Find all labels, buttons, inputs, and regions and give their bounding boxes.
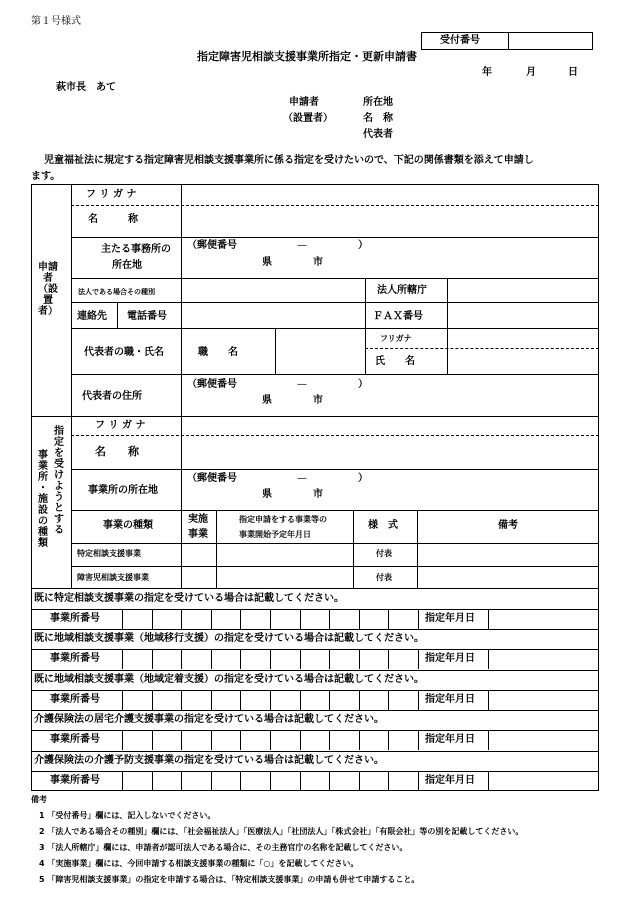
remarks-field-2[interactable] (418, 567, 598, 587)
prior-3-digit-1[interactable] (123, 691, 152, 710)
main-office-label-2: 所在地 (112, 260, 142, 271)
prior-5-date-field[interactable] (489, 772, 598, 791)
prior-3-digit-4[interactable] (212, 691, 241, 710)
prior-4-digit-5[interactable] (241, 731, 270, 750)
prior-5-date-label: 指定年月日 (425, 774, 475, 786)
office-postal-label: （郵便番号 (187, 473, 237, 484)
start-header-2: 事業開始予定年月日 (239, 530, 311, 539)
office-address-label: 事業所の所在地 (88, 485, 158, 496)
applicant-section-label: 申請者（設置者） (38, 262, 58, 317)
prior-5-digit-9[interactable] (360, 772, 389, 791)
prior-1-digit-2[interactable] (153, 610, 182, 629)
date-day: 日 (568, 67, 578, 78)
prior-2-digit-1[interactable] (123, 650, 152, 669)
furigana-field[interactable] (182, 185, 598, 205)
prior-3-digit-2[interactable] (153, 691, 182, 710)
fax-label: ＦＡＸ番号 (373, 311, 423, 322)
remarks-field-1[interactable] (418, 544, 598, 566)
prior-2-office-no-label: 事業所番号 (50, 653, 100, 665)
format-header: 様 式 (368, 520, 398, 531)
facility-name-label: 名 称 (95, 445, 139, 458)
office-pref-label: 県 (262, 489, 272, 500)
prior-2-date-field[interactable] (489, 650, 598, 669)
prior-1-digit-6[interactable] (271, 610, 300, 629)
prior-4-digit-6[interactable] (271, 731, 300, 750)
tel-field[interactable] (182, 303, 365, 327)
rep-postal-label: （郵便番号 (187, 379, 237, 390)
contact-label: 連絡先 (77, 311, 107, 322)
start-date-field-1[interactable] (217, 544, 352, 566)
postal-close: ） (358, 240, 368, 251)
prior-5-digit-3[interactable] (182, 772, 211, 791)
main-office-label: 主たる事務所の (101, 244, 171, 255)
prior-5-office-no-label: 事業所番号 (50, 774, 100, 786)
name-field[interactable] (182, 206, 598, 236)
impl-checkbox-1[interactable] (182, 544, 215, 566)
prior-3-digit-8[interactable] (330, 691, 359, 710)
prior-4-digit-3[interactable] (182, 731, 211, 750)
job-label: 職 名 (198, 347, 238, 358)
kind-row-1: 特定相談支援事業 (77, 549, 141, 558)
prior-5-digit-7[interactable] (301, 772, 330, 791)
prior-4-digit-4[interactable] (212, 731, 241, 750)
prior-1-digit-1[interactable] (123, 610, 152, 629)
tel-label: 電話番号 (127, 311, 167, 322)
prior-2-digit-6[interactable] (271, 650, 300, 669)
person-name-label: 氏 名 (375, 356, 415, 367)
date-month: 月 (526, 67, 536, 78)
prior-2-digit-10[interactable] (389, 650, 418, 669)
postal-label: （郵便番号 (187, 240, 237, 251)
addressee: 萩市長 あて (56, 82, 116, 93)
rep-postal-dash: — (297, 379, 307, 390)
prior-2-digit-8[interactable] (330, 650, 359, 669)
intro-text-2: ます。 (31, 171, 61, 182)
kind-header: 事業の種類 (103, 520, 153, 531)
prior-1-digit-5[interactable] (241, 610, 270, 629)
prior-5-text: 介護保険法の介護予防支援事業の指定を受けている場合は記載してください。 (34, 754, 384, 766)
start-date-field-2[interactable] (217, 567, 352, 587)
facility-section-label: 事 業 所 ・ 施 設 の 種 類指 定 を 受 け よ う と す る (38, 426, 64, 549)
facility-furigana-field[interactable] (182, 417, 598, 435)
job-field[interactable] (276, 329, 365, 373)
prior-1-digit-10[interactable] (389, 610, 418, 629)
prior-4-digit-1[interactable] (123, 731, 152, 750)
rep-title-label: 代表者の職・氏名 (84, 347, 164, 358)
prior-4-date-label: 指定年月日 (425, 734, 475, 746)
note-2: 2 「法人である場合その種別」欄には、「社会福祉法人」「医療法人」「社団法人」「株式会社」「有限会社」等の別を記載してください。 (39, 827, 524, 836)
rep-postal-close: ） (358, 379, 368, 390)
office-city-label: 市 (313, 489, 323, 500)
applicant-rep-label: 代表者 (363, 129, 393, 140)
prior-3-office-no-label: 事業所番号 (50, 693, 100, 705)
founder-label: （設置者） (283, 113, 333, 124)
prior-4-date-field[interactable] (489, 731, 598, 750)
prior-1-date-field[interactable] (489, 610, 598, 629)
facility-name-field[interactable] (182, 436, 598, 469)
prior-1-digit-8[interactable] (330, 610, 359, 629)
applicant-address-label: 所在地 (363, 97, 393, 108)
note-3: 3 「法人所轄庁」欄には、申請者が認可法人である場合に、その主務官庁の名称を記載してください。 (39, 843, 408, 852)
rep-city-label: 市 (313, 395, 323, 406)
prior-4-text: 介護保険法の居宅介護支援事業の指定を受けている場合は記載してください。 (34, 714, 384, 726)
prior-3-date-field[interactable] (489, 691, 598, 710)
prior-5-digit-5[interactable] (241, 772, 270, 791)
applicant-label: 申請者 (289, 97, 319, 108)
prior-1-digit-7[interactable] (301, 610, 330, 629)
reception-label-box (421, 32, 509, 50)
notes-title: 備考 (31, 795, 47, 804)
impl-header-1: 実施 (188, 514, 208, 525)
intro-text: 児童福祉法に規定する指定障害児相談支援事業所に係る指定を受けたいので、下記の関係書類を添えて申請し (44, 155, 534, 166)
prior-2-digit-3[interactable] (182, 650, 211, 669)
date-year: 年 (482, 67, 492, 78)
prior-4-digit-2[interactable] (153, 731, 182, 750)
prior-2-digit-7[interactable] (301, 650, 330, 669)
note-1: 1 「受付番号」欄には、記入しないでください。 (39, 811, 216, 820)
prior-2-digit-5[interactable] (241, 650, 270, 669)
furigana-label: フ リ ガ ナ (86, 189, 137, 200)
rep-address-label: 代表者の住所 (82, 391, 142, 402)
name-label: 名 称 (88, 214, 138, 225)
prior-5-digit-8[interactable] (330, 772, 359, 791)
person-name-field[interactable] (448, 349, 598, 373)
prior-4-digit-7[interactable] (301, 731, 330, 750)
furigana-small-label: フリガナ (380, 334, 412, 343)
reception-number-field[interactable] (508, 32, 593, 50)
fax-field[interactable] (448, 303, 598, 327)
prior-3-digit-3[interactable] (182, 691, 211, 710)
corp-type-label: 法人である場合その種別 (78, 288, 155, 296)
prior-5-digit-4[interactable] (212, 772, 241, 791)
prior-1-office-no-label: 事業所番号 (50, 613, 100, 624)
prior-4-digit-10[interactable] (389, 731, 418, 750)
prior-5-digit-2[interactable] (153, 772, 182, 791)
prior-3-digit-9[interactable] (360, 691, 389, 710)
page-title: 指定障害児相談支援事業所指定・更新申請書 (197, 50, 417, 63)
prior-3-date-label: 指定年月日 (425, 693, 475, 705)
prior-3-digit-5[interactable] (241, 691, 270, 710)
rep-pref-label: 県 (262, 395, 272, 406)
applicant-name-label: 名 称 (363, 113, 393, 124)
format-row-1: 付表 (376, 549, 392, 558)
corp-type-field[interactable] (182, 279, 365, 302)
prior-1-digit-4[interactable] (212, 610, 241, 629)
prior-2-date-label: 指定年月日 (425, 653, 475, 665)
prior-4-digit-9[interactable] (360, 731, 389, 750)
office-postal-close: ） (358, 473, 368, 484)
prior-3-digit-10[interactable] (389, 691, 418, 710)
facility-furigana-label: フ リ ガ ナ (95, 420, 146, 431)
prior-1-digit-3[interactable] (182, 610, 211, 629)
prior-5-digit-1[interactable] (123, 772, 152, 791)
prior-4-digit-8[interactable] (330, 731, 359, 750)
kind-row-2: 障害児相談支援事業 (77, 573, 149, 582)
corp-jurisdiction-field[interactable] (448, 279, 598, 302)
office-postal-dash: — (297, 473, 307, 484)
remarks-header: 備考 (498, 520, 518, 531)
prior-1-text: 既に特定相談支援事業の指定を受けている場合は記載してください。 (34, 593, 344, 604)
prior-2-digit-4[interactable] (212, 650, 241, 669)
note-5: 5 「障害児相談支援事業」の指定を申請する場合は、「特定相談支援事業」の申請も併せて申請すること。 (39, 875, 420, 884)
prior-2-digit-2[interactable] (153, 650, 182, 669)
start-header-1: 指定申請をする事業等の (239, 515, 327, 524)
reception-label: 受付番号 (440, 35, 480, 46)
postal-dash: — (297, 240, 307, 251)
prior-2-text: 既に地域相談支援事業（地域移行支援）の指定を受けている場合は記載してください。 (34, 633, 424, 645)
prior-1-date-label: 指定年月日 (425, 613, 475, 624)
note-4: 4 「実施事業」欄には、今回申請する相談支援事業の種類に「○」を記載してください。 (39, 859, 359, 868)
prior-3-digit-7[interactable] (301, 691, 330, 710)
pref-label: 県 (262, 257, 272, 268)
corp-jurisdiction-label: 法人所轄庁 (377, 285, 427, 296)
impl-header-2: 事業 (188, 529, 208, 540)
prior-1-digit-9[interactable] (360, 610, 389, 629)
impl-checkbox-2[interactable] (182, 567, 215, 587)
prior-3-text: 既に地域相談支援事業（地域定着支援）の指定を受けている場合は記載してください。 (34, 673, 424, 685)
prior-5-digit-10[interactable] (389, 772, 418, 791)
prior-3-digit-6[interactable] (271, 691, 300, 710)
prior-4-office-no-label: 事業所番号 (50, 734, 100, 746)
form-number: 第１号様式 (31, 16, 81, 27)
prior-2-digit-9[interactable] (360, 650, 389, 669)
format-row-2: 付表 (376, 573, 392, 582)
prior-5-digit-6[interactable] (271, 772, 300, 791)
city-label: 市 (313, 257, 323, 268)
